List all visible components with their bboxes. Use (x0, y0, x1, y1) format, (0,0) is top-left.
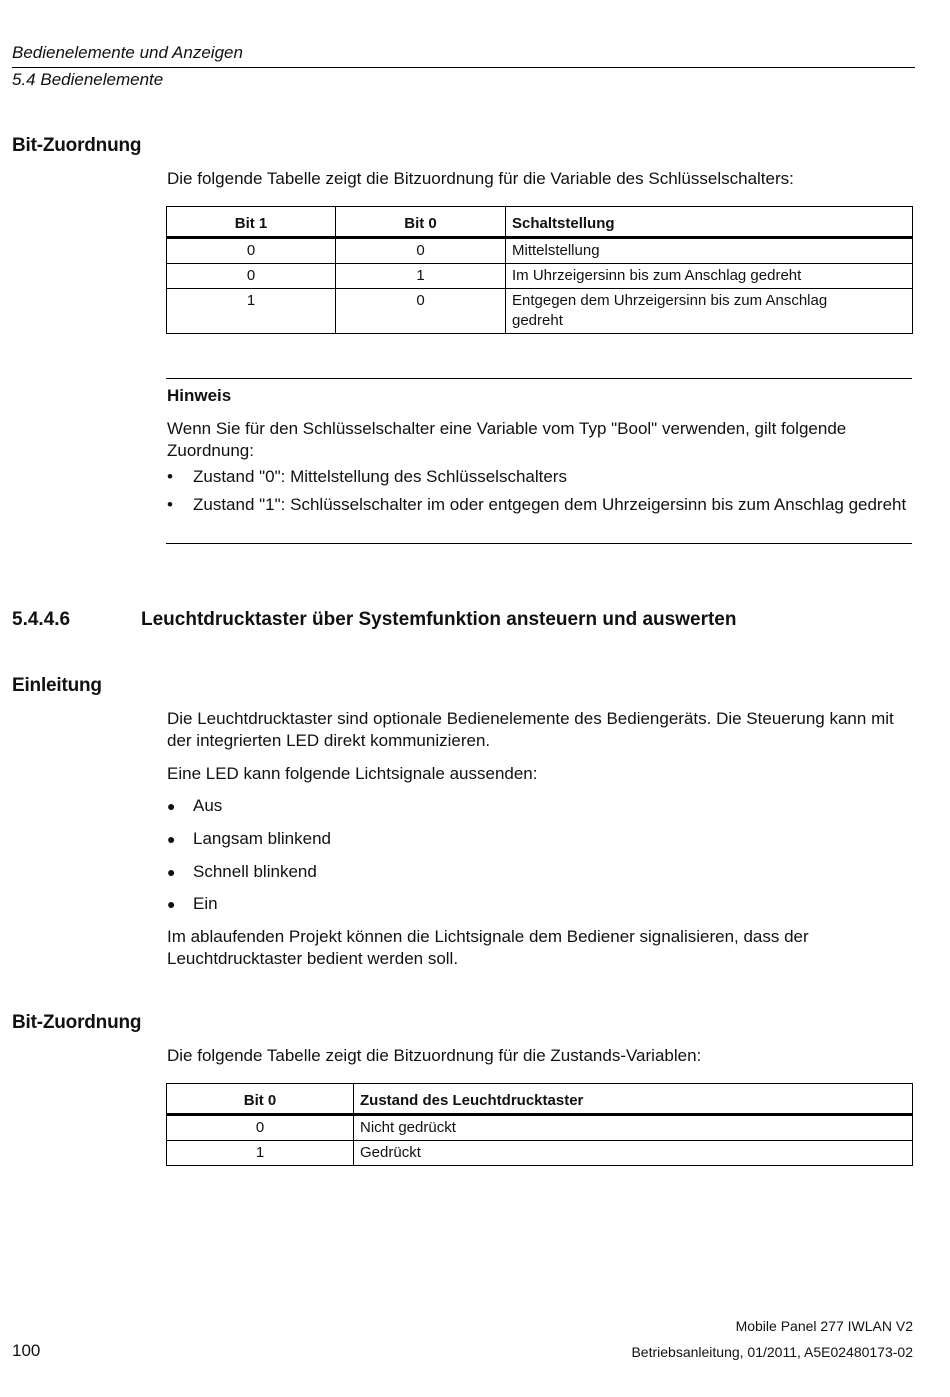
col-header-bit0: Bit 0 (167, 1084, 354, 1115)
signal-text: Schnell blinkend (193, 862, 317, 881)
cell-bit1: 1 (167, 289, 336, 334)
bit-assignment-intro: Die folgende Tabelle zeigt die Bitzuordnung für die Variable des Schlüsselschalters: (167, 169, 794, 188)
list-item (167, 795, 902, 828)
page-number: 100 (12, 1341, 41, 1360)
col-header-state: Zustand des Leuchtdrucktaster (354, 1084, 913, 1115)
cell-bit1: 0 (167, 264, 336, 289)
light-signal-list (167, 795, 902, 926)
cell-bit1: 0 (167, 238, 336, 264)
bullet-icon: ● (167, 798, 176, 814)
bit-assignment-intro-2: Die folgende Tabelle zeigt die Bitzuordnung für die Zustands-Variablen: (167, 1046, 702, 1065)
signal-text: Langsam blinkend (193, 829, 331, 848)
bullet-icon: • (167, 495, 173, 514)
note-top-rule (166, 378, 912, 379)
section-number: 5.4.4.6 (12, 609, 71, 630)
cell-position: Im Uhrzeigersinn bis zum Anschlag gedreht (506, 264, 913, 289)
cell-position: Entgegen dem Uhrzeigersinn bis zum Anschlag gedreht (506, 289, 913, 334)
bit-assignment-heading: Bit-Zuordnung (12, 135, 142, 156)
signal-text: Aus (193, 796, 223, 815)
col-header-bit0: Bit 0 (336, 207, 506, 238)
table-row (167, 1115, 913, 1141)
table-row (167, 238, 913, 264)
section-title: Leuchtdrucktaster über Systemfunktion ansteuern und auswerten (141, 609, 737, 630)
introduction-paragraph-2: Eine LED kann folgende Lichtsignale aussenden: (167, 764, 538, 783)
note-bottom-rule (166, 543, 912, 544)
footer-product: Mobile Panel 277 IWLAN V2 (735, 1318, 913, 1334)
bullet-icon: • (167, 467, 173, 486)
table-row (167, 1141, 913, 1166)
footer-doc-info: Betriebsanleitung, 01/2011, A5E02480173-02 (631, 1344, 913, 1360)
introduction-heading: Einleitung (12, 675, 102, 696)
note-item-text: Zustand "0": Mittelstellung des Schlüsselschalters (193, 467, 567, 486)
signal-text: Ein (193, 894, 218, 913)
list-item (167, 466, 907, 488)
cell-state: Gedrückt (354, 1141, 913, 1166)
key-switch-bit-table (166, 206, 913, 334)
cell-state: Nicht gedrückt (354, 1115, 913, 1141)
table-row (167, 289, 913, 334)
list-item (167, 893, 902, 926)
cell-bit0: 1 (336, 264, 506, 289)
note-item-text: Zustand "1": Schlüsselschalter im oder entgegen dem Uhrzeigersinn bis zum Anschlag gedreht (193, 495, 907, 514)
running-header-chapter: Bedienelemente und Anzeigen (12, 43, 243, 62)
header-rule (12, 67, 915, 68)
list-item (167, 828, 902, 861)
table-header-row (167, 207, 913, 238)
table-header-row (167, 1084, 913, 1115)
cell-bit0: 0 (336, 238, 506, 264)
introduction-paragraph-3: Im ablaufenden Projekt können die Lichtsignale dem Bediener signalisieren, dass der Leuchtdrucktaster bedient werden soll. (167, 927, 809, 968)
running-header-section: 5.4 Bedienelemente (12, 70, 164, 89)
bullet-icon: ● (167, 896, 176, 912)
list-item (167, 861, 902, 893)
bullet-icon: ● (167, 831, 176, 847)
bullet-icon: ● (167, 864, 176, 880)
table-row (167, 264, 913, 289)
note-text: Wenn Sie für den Schlüsselschalter eine Variable vom Typ "Bool" verwenden, gilt folgende Zuordnung: (167, 419, 847, 460)
bit-assignment-heading-2: Bit-Zuordnung (12, 1012, 142, 1033)
note-list (167, 466, 907, 516)
introduction-paragraph-1: Die Leuchtdrucktaster sind optionale Bedienelemente des Bediengeräts. Die Steuerung kann mit der integrierten LED direkt kommunizieren. (167, 709, 894, 750)
cell-bit0: 1 (167, 1141, 354, 1166)
note-title: Hinweis (167, 386, 232, 405)
cell-bit0: 0 (167, 1115, 354, 1141)
push-button-state-table (166, 1083, 913, 1166)
list-item (167, 494, 907, 516)
cell-position: Mittelstellung (506, 238, 913, 264)
cell-bit0: 0 (336, 289, 506, 334)
col-header-switch-position: Schaltstellung (506, 207, 913, 238)
col-header-bit1: Bit 1 (167, 207, 336, 238)
